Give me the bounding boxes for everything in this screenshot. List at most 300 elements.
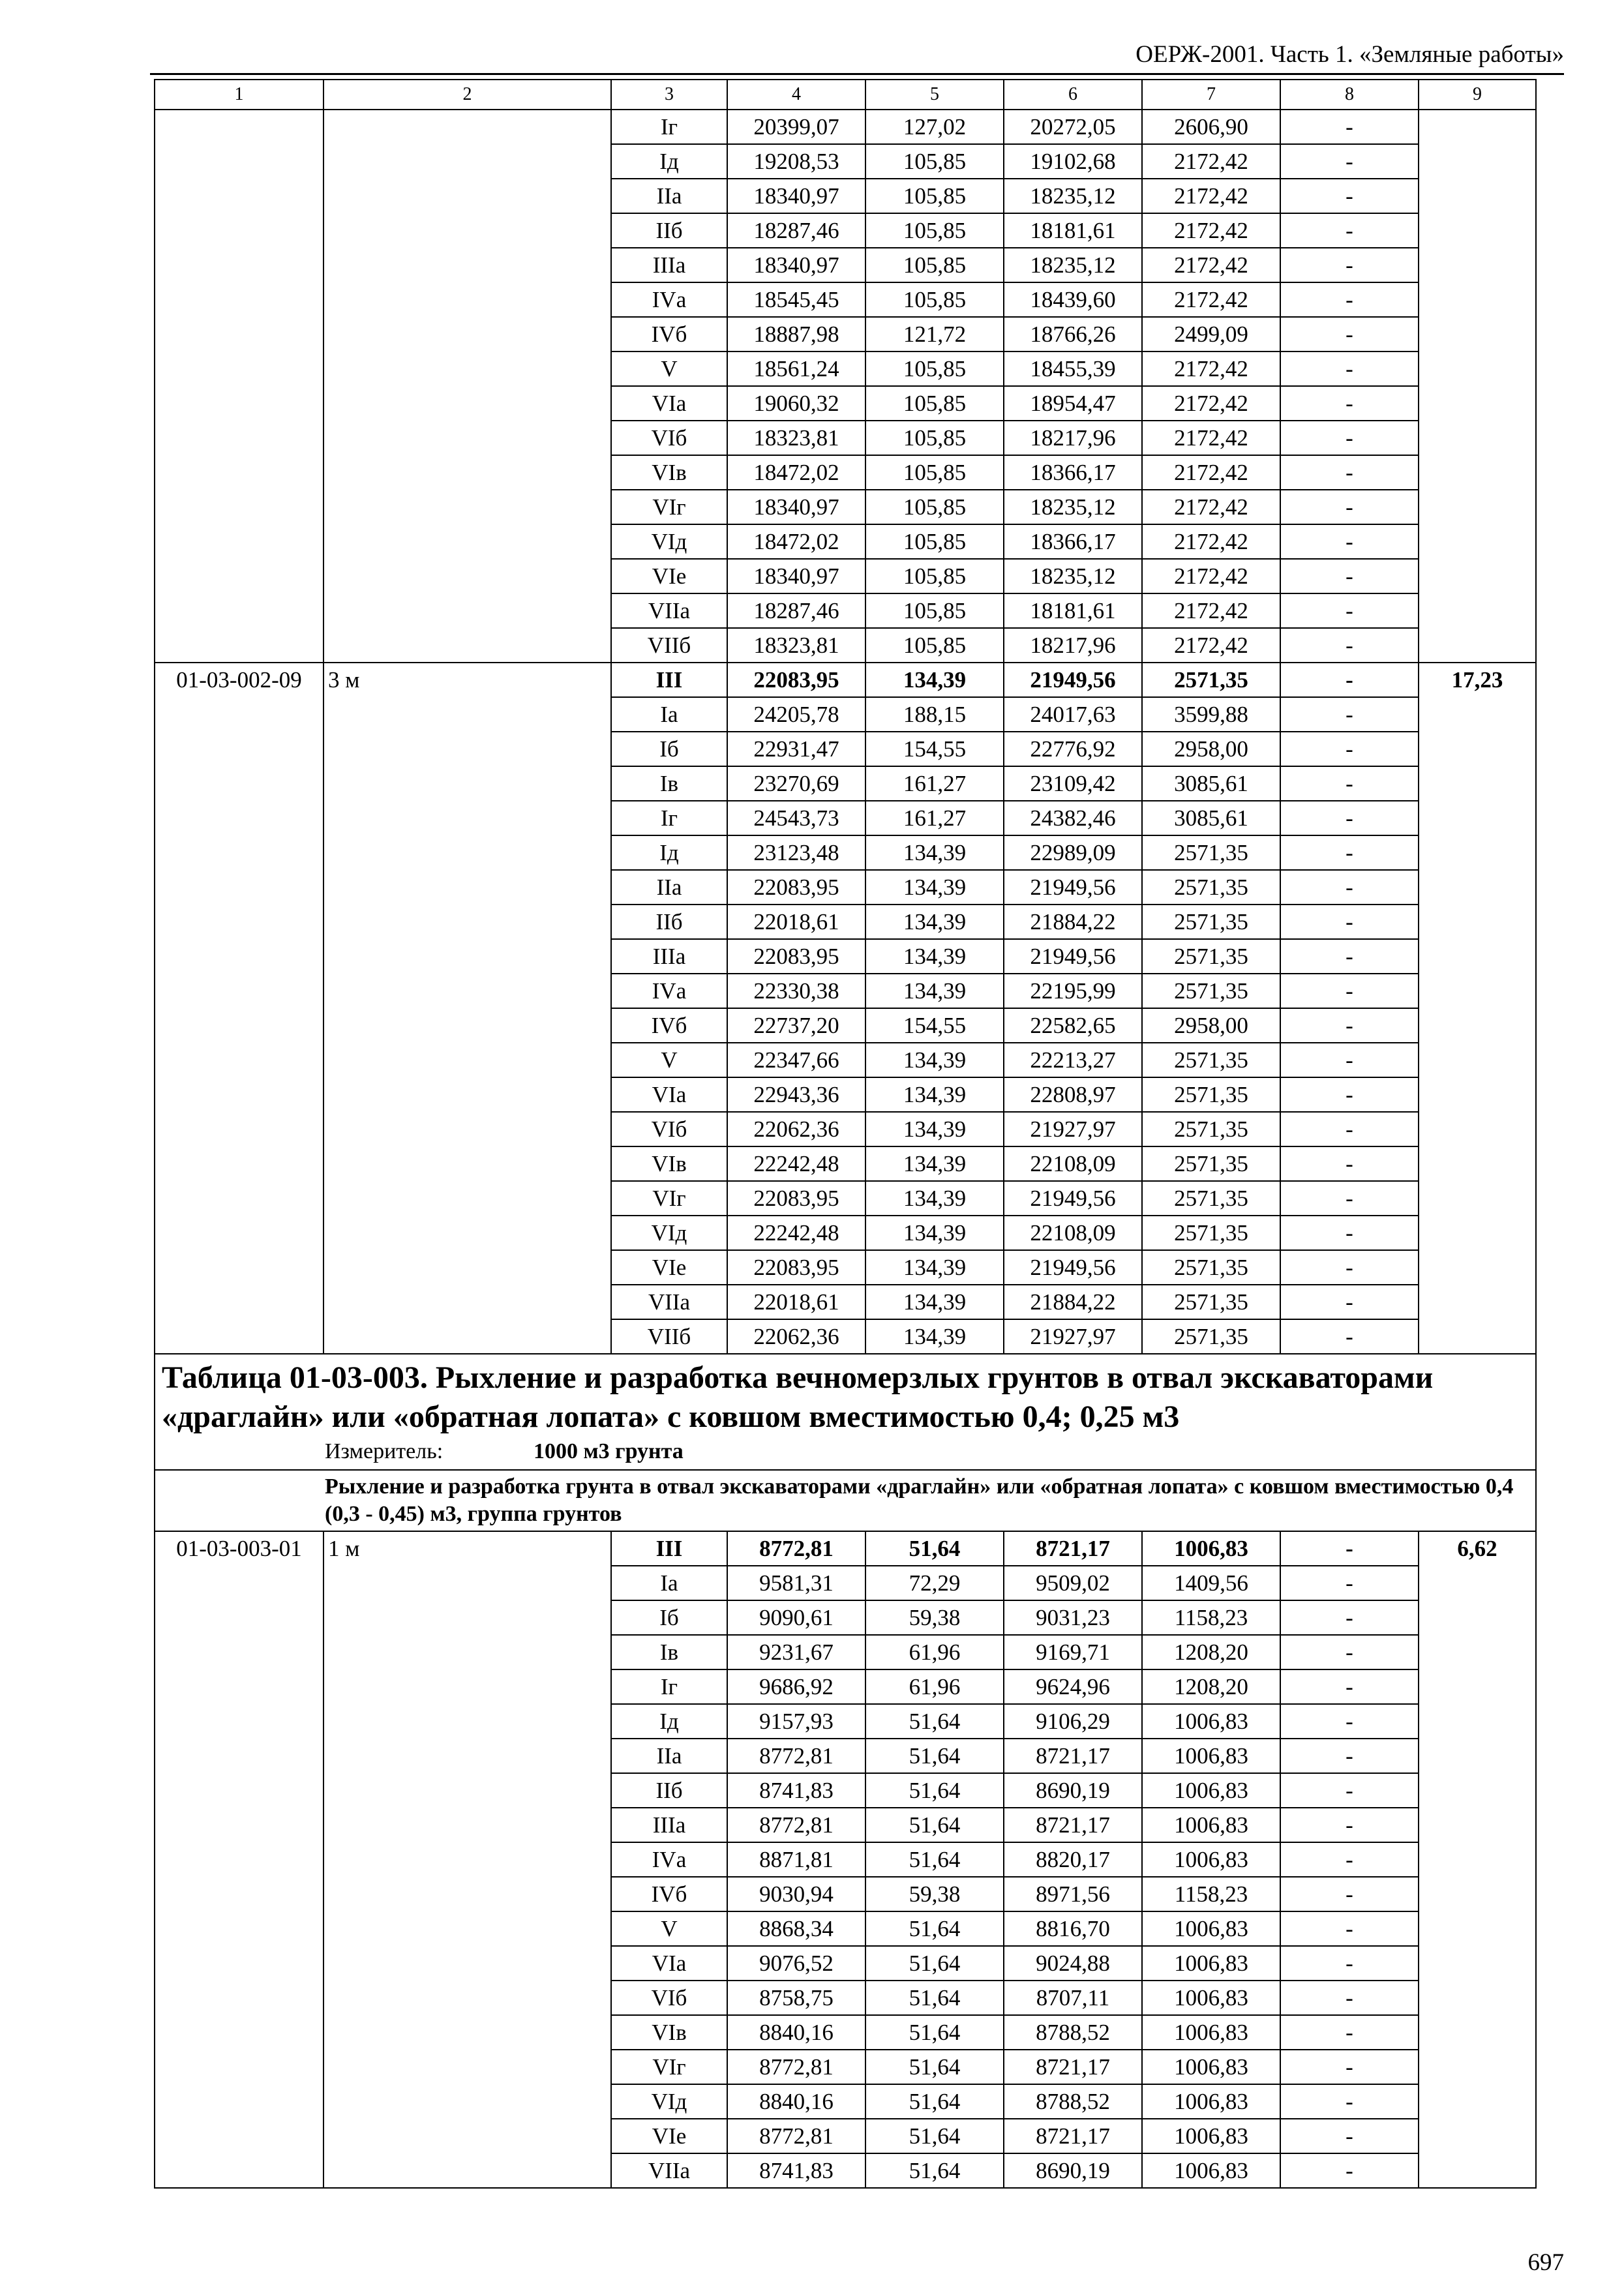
machine-cost-cell: 8690,19 [1004, 2153, 1142, 2188]
machine-cost-cell: 18217,96 [1004, 421, 1142, 455]
materials-cell: - [1280, 766, 1419, 801]
machine-cost-cell: 21949,56 [1004, 1250, 1142, 1285]
materials-cell: - [1280, 386, 1419, 421]
machine-cost-cell: 18366,17 [1004, 455, 1142, 490]
materials-cell: - [1280, 524, 1419, 559]
wages-cell: 134,39 [865, 870, 1004, 905]
soil-group-cell: Iб [611, 1600, 727, 1635]
wages-cell: 51,64 [865, 2050, 1004, 2084]
machinist-wages-cell: 2958,00 [1142, 732, 1280, 766]
total-cost-cell: 22943,36 [727, 1077, 865, 1112]
soil-group-cell: IIб [611, 905, 727, 939]
section-subtitle-row [155, 1470, 1536, 1531]
machinist-wages-cell: 1006,83 [1142, 1808, 1280, 1842]
total-cost-cell: 19208,53 [727, 144, 865, 179]
wages-cell: 134,39 [865, 1043, 1004, 1077]
materials-cell: - [1280, 317, 1419, 352]
machinist-wages-cell: 1006,83 [1142, 1911, 1280, 1946]
machine-cost-cell: 8721,17 [1004, 2119, 1142, 2153]
materials-cell: - [1280, 110, 1419, 144]
unit-measure-value: 1000 м3 грунта [534, 1439, 684, 1463]
wages-cell: 134,39 [865, 905, 1004, 939]
total-cost-cell: 8772,81 [727, 2119, 865, 2153]
machinist-wages-cell: 1006,83 [1142, 1773, 1280, 1808]
wages-cell: 72,29 [865, 1566, 1004, 1600]
rate-code-cell [155, 110, 323, 663]
soil-group-cell: VIIб [611, 1319, 727, 1354]
machinist-wages-cell: 1006,83 [1142, 2119, 1280, 2153]
labor-cost-cell: 6,62 [1419, 1531, 1536, 2188]
machine-cost-cell: 18439,60 [1004, 282, 1142, 317]
materials-cell: - [1280, 1773, 1419, 1808]
column-number: 7 [1142, 80, 1280, 110]
materials-cell: - [1280, 801, 1419, 835]
wages-cell: 105,85 [865, 490, 1004, 524]
machine-cost-cell: 18766,26 [1004, 317, 1142, 352]
machine-cost-cell: 21949,56 [1004, 1181, 1142, 1216]
soil-group-cell: VIб [611, 1112, 727, 1146]
machine-cost-cell: 22989,09 [1004, 835, 1142, 870]
soil-group-cell: IIб [611, 213, 727, 248]
total-cost-cell: 8772,81 [727, 1808, 865, 1842]
wages-cell: 134,39 [865, 939, 1004, 974]
machinist-wages-cell: 2172,42 [1142, 386, 1280, 421]
machine-cost-cell: 18954,47 [1004, 386, 1142, 421]
machine-cost-cell: 22582,65 [1004, 1008, 1142, 1043]
machinist-wages-cell: 1006,83 [1142, 1704, 1280, 1739]
materials-cell: - [1280, 421, 1419, 455]
wages-cell: 51,64 [865, 2119, 1004, 2153]
machinist-wages-cell: 1006,83 [1142, 2153, 1280, 2188]
total-cost-cell: 22242,48 [727, 1146, 865, 1181]
total-cost-cell: 18545,45 [727, 282, 865, 317]
table-title: Таблица 01-03-003. Рыхление и разработка вечномерзлых грунтов в отвал экскаваторами «драглайн» или «обратная лопата» с ковшом вместимостью 0,4; 0,25 м3 [162, 1360, 1434, 1434]
depth-cell: 1 м [323, 1531, 611, 2188]
rate-code-cell: 01-03-002-09 [155, 663, 323, 1354]
machine-cost-cell: 18217,96 [1004, 628, 1142, 663]
wages-cell: 51,64 [865, 1704, 1004, 1739]
machinist-wages-cell: 2571,35 [1142, 1146, 1280, 1181]
materials-cell: - [1280, 2153, 1419, 2188]
machinist-wages-cell: 2172,42 [1142, 490, 1280, 524]
soil-group-cell: Iб [611, 732, 727, 766]
materials-cell: - [1280, 1911, 1419, 1946]
machine-cost-cell: 9509,02 [1004, 1566, 1142, 1600]
total-cost-cell: 18887,98 [727, 317, 865, 352]
materials-cell: - [1280, 1077, 1419, 1112]
total-cost-cell: 8871,81 [727, 1842, 865, 1877]
total-cost-cell: 8840,16 [727, 2084, 865, 2119]
soil-group-cell: Iв [611, 1635, 727, 1669]
machinist-wages-cell: 2571,35 [1142, 1043, 1280, 1077]
table-row [155, 663, 1536, 697]
table-title-row [155, 1354, 1536, 1470]
machine-cost-cell: 21884,22 [1004, 1285, 1142, 1319]
total-cost-cell: 9030,94 [727, 1877, 865, 1911]
materials-cell: - [1280, 974, 1419, 1008]
materials-cell: - [1280, 490, 1419, 524]
wages-cell: 134,39 [865, 1319, 1004, 1354]
wages-cell: 51,64 [865, 2084, 1004, 2119]
column-number: 9 [1419, 80, 1536, 110]
materials-cell: - [1280, 1981, 1419, 2015]
materials-cell: - [1280, 1285, 1419, 1319]
column-number: 5 [865, 80, 1004, 110]
machine-cost-cell: 21949,56 [1004, 870, 1142, 905]
wages-cell: 188,15 [865, 697, 1004, 732]
machinist-wages-cell: 2172,42 [1142, 179, 1280, 213]
total-cost-cell: 22062,36 [727, 1112, 865, 1146]
materials-cell: - [1280, 905, 1419, 939]
wages-cell: 105,85 [865, 282, 1004, 317]
soil-group-cell: VIа [611, 1946, 727, 1981]
column-number: 1 [155, 80, 323, 110]
unit-measure-label: Измеритель: [325, 1439, 444, 1463]
machine-cost-cell: 24017,63 [1004, 697, 1142, 732]
machinist-wages-cell: 1006,83 [1142, 2084, 1280, 2119]
wages-cell: 105,85 [865, 524, 1004, 559]
machine-cost-cell: 20272,05 [1004, 110, 1142, 144]
total-cost-cell: 19060,32 [727, 386, 865, 421]
machinist-wages-cell: 2571,35 [1142, 974, 1280, 1008]
machine-cost-cell: 24382,46 [1004, 801, 1142, 835]
soil-group-cell: VIд [611, 1216, 727, 1250]
wages-cell: 134,39 [865, 974, 1004, 1008]
materials-cell: - [1280, 1008, 1419, 1043]
soil-group-cell: IVб [611, 1877, 727, 1911]
machine-cost-cell: 8721,17 [1004, 1808, 1142, 1842]
machinist-wages-cell: 2172,42 [1142, 144, 1280, 179]
machinist-wages-cell: 2571,35 [1142, 1250, 1280, 1285]
soil-group-cell: Iд [611, 144, 727, 179]
total-cost-cell: 9157,93 [727, 1704, 865, 1739]
materials-cell: - [1280, 282, 1419, 317]
materials-cell: - [1280, 1043, 1419, 1077]
column-number: 8 [1280, 80, 1419, 110]
machine-cost-cell: 21949,56 [1004, 939, 1142, 974]
wages-cell: 154,55 [865, 732, 1004, 766]
soil-group-cell: VIб [611, 1981, 727, 2015]
soil-group-cell: IIIа [611, 939, 727, 974]
materials-cell: - [1280, 1704, 1419, 1739]
total-cost-cell: 22242,48 [727, 1216, 865, 1250]
wages-cell: 134,39 [865, 1216, 1004, 1250]
machinist-wages-cell: 1006,83 [1142, 1531, 1280, 1566]
machine-cost-cell: 8721,17 [1004, 1531, 1142, 1566]
total-cost-cell: 20399,07 [727, 110, 865, 144]
machinist-wages-cell: 1158,23 [1142, 1600, 1280, 1635]
total-cost-cell: 8772,81 [727, 2050, 865, 2084]
soil-group-cell: VIIа [611, 593, 727, 628]
soil-group-cell: V [611, 1043, 727, 1077]
machinist-wages-cell: 1006,83 [1142, 1946, 1280, 1981]
machinist-wages-cell: 2571,35 [1142, 663, 1280, 697]
soil-group-cell: IVб [611, 317, 727, 352]
soil-group-cell: VIе [611, 559, 727, 593]
machinist-wages-cell: 1208,20 [1142, 1669, 1280, 1704]
machinist-wages-cell: 2571,35 [1142, 870, 1280, 905]
total-cost-cell: 22018,61 [727, 905, 865, 939]
machinist-wages-cell: 2606,90 [1142, 110, 1280, 144]
wages-cell: 51,64 [865, 1808, 1004, 1842]
soil-group-cell: VIг [611, 490, 727, 524]
materials-cell: - [1280, 835, 1419, 870]
soil-group-cell: VIг [611, 1181, 727, 1216]
wages-cell: 105,85 [865, 455, 1004, 490]
machinist-wages-cell: 2958,00 [1142, 1008, 1280, 1043]
wages-cell: 134,39 [865, 835, 1004, 870]
materials-cell: - [1280, 1842, 1419, 1877]
rates-table [154, 79, 1537, 2189]
machinist-wages-cell: 2571,35 [1142, 905, 1280, 939]
machine-cost-cell: 8971,56 [1004, 1877, 1142, 1911]
wages-cell: 51,64 [865, 1946, 1004, 1981]
materials-cell: - [1280, 248, 1419, 282]
materials-cell: - [1280, 179, 1419, 213]
machinist-wages-cell: 1006,83 [1142, 1842, 1280, 1877]
materials-cell: - [1280, 1181, 1419, 1216]
machine-cost-cell: 8721,17 [1004, 2050, 1142, 2084]
machine-cost-cell: 22213,27 [1004, 1043, 1142, 1077]
page-number: 697 [1527, 2249, 1564, 2276]
wages-cell: 161,27 [865, 766, 1004, 801]
machinist-wages-cell: 2571,35 [1142, 1077, 1280, 1112]
soil-group-cell: Iд [611, 1704, 727, 1739]
machine-cost-cell: 8788,52 [1004, 2084, 1142, 2119]
materials-cell: - [1280, 1739, 1419, 1773]
materials-cell: - [1280, 1531, 1419, 1566]
soil-group-cell: IIIа [611, 1808, 727, 1842]
machinist-wages-cell: 2172,42 [1142, 282, 1280, 317]
wages-cell: 61,96 [865, 1635, 1004, 1669]
soil-group-cell: IIIа [611, 248, 727, 282]
wages-cell: 134,39 [865, 1250, 1004, 1285]
soil-group-cell: Iа [611, 697, 727, 732]
wages-cell: 134,39 [865, 1112, 1004, 1146]
machine-cost-cell: 21927,97 [1004, 1319, 1142, 1354]
soil-group-cell: VIе [611, 1250, 727, 1285]
machine-cost-cell: 21884,22 [1004, 905, 1142, 939]
machine-cost-cell: 22108,09 [1004, 1216, 1142, 1250]
soil-group-cell: VIIб [611, 628, 727, 663]
total-cost-cell: 8772,81 [727, 1531, 865, 1566]
machinist-wages-cell: 1208,20 [1142, 1635, 1280, 1669]
soil-group-cell: VIв [611, 455, 727, 490]
soil-group-cell: IVа [611, 282, 727, 317]
section-subtitle: Рыхление и разработка грунта в отвал экскаваторами «драглайн» или «обратная лопата» с ковшом вместимостью 0,4 (0,3 - 0,45) м3, группа грунтов [155, 1470, 1536, 1531]
total-cost-cell: 9581,31 [727, 1566, 865, 1600]
soil-group-cell: Iг [611, 110, 727, 144]
total-cost-cell: 22083,95 [727, 939, 865, 974]
total-cost-cell: 8840,16 [727, 2015, 865, 2050]
materials-cell: - [1280, 1669, 1419, 1704]
header-rule [150, 73, 1564, 75]
materials-cell: - [1280, 1112, 1419, 1146]
machinist-wages-cell: 2499,09 [1142, 317, 1280, 352]
machine-cost-cell: 18235,12 [1004, 248, 1142, 282]
total-cost-cell: 18287,46 [727, 213, 865, 248]
machinist-wages-cell: 2571,35 [1142, 939, 1280, 974]
machinist-wages-cell: 1006,83 [1142, 2050, 1280, 2084]
soil-group-cell: III [611, 1531, 727, 1566]
wages-cell: 105,85 [865, 213, 1004, 248]
machinist-wages-cell: 2172,42 [1142, 248, 1280, 282]
column-number: 6 [1004, 80, 1142, 110]
materials-cell: - [1280, 697, 1419, 732]
materials-cell: - [1280, 2050, 1419, 2084]
materials-cell: - [1280, 1566, 1419, 1600]
machinist-wages-cell: 2571,35 [1142, 1319, 1280, 1354]
soil-group-cell: Iа [611, 1566, 727, 1600]
machine-cost-cell: 22108,09 [1004, 1146, 1142, 1181]
table-row [155, 1531, 1536, 1566]
machinist-wages-cell: 2571,35 [1142, 1112, 1280, 1146]
wages-cell: 51,64 [865, 1739, 1004, 1773]
wages-cell: 105,85 [865, 248, 1004, 282]
machinist-wages-cell: 1006,83 [1142, 2015, 1280, 2050]
machine-cost-cell: 18181,61 [1004, 213, 1142, 248]
wages-cell: 105,85 [865, 386, 1004, 421]
machine-cost-cell: 19102,68 [1004, 144, 1142, 179]
total-cost-cell: 22737,20 [727, 1008, 865, 1043]
machine-cost-cell: 8816,70 [1004, 1911, 1142, 1946]
soil-group-cell: IVа [611, 1842, 727, 1877]
wages-cell: 51,64 [865, 1842, 1004, 1877]
total-cost-cell: 9090,61 [727, 1600, 865, 1635]
table-row [155, 110, 1536, 144]
soil-group-cell: Iг [611, 1669, 727, 1704]
machinist-wages-cell: 2571,35 [1142, 835, 1280, 870]
machine-cost-cell: 18181,61 [1004, 593, 1142, 628]
materials-cell: - [1280, 2119, 1419, 2153]
machinist-wages-cell: 3085,61 [1142, 766, 1280, 801]
soil-group-cell: VIг [611, 2050, 727, 2084]
wages-cell: 105,85 [865, 421, 1004, 455]
machine-cost-cell: 23109,42 [1004, 766, 1142, 801]
total-cost-cell: 18340,97 [727, 179, 865, 213]
machine-cost-cell: 18235,12 [1004, 559, 1142, 593]
materials-cell: - [1280, 455, 1419, 490]
machine-cost-cell: 21927,97 [1004, 1112, 1142, 1146]
wages-cell: 51,64 [865, 2153, 1004, 2188]
total-cost-cell: 22083,95 [727, 1181, 865, 1216]
wages-cell: 105,85 [865, 628, 1004, 663]
soil-group-cell: III [611, 663, 727, 697]
machine-cost-cell: 18235,12 [1004, 179, 1142, 213]
soil-group-cell: IIб [611, 1773, 727, 1808]
total-cost-cell: 22083,95 [727, 870, 865, 905]
wages-cell: 134,39 [865, 1077, 1004, 1112]
materials-cell: - [1280, 213, 1419, 248]
column-number: 4 [727, 80, 865, 110]
total-cost-cell: 23123,48 [727, 835, 865, 870]
wages-cell: 127,02 [865, 110, 1004, 144]
machinist-wages-cell: 2172,42 [1142, 593, 1280, 628]
soil-group-cell: IIа [611, 870, 727, 905]
wages-cell: 121,72 [865, 317, 1004, 352]
materials-cell: - [1280, 870, 1419, 905]
materials-cell: - [1280, 1250, 1419, 1285]
total-cost-cell: 22083,95 [727, 663, 865, 697]
wages-cell: 105,85 [865, 352, 1004, 386]
materials-cell: - [1280, 2015, 1419, 2050]
machine-cost-cell: 9106,29 [1004, 1704, 1142, 1739]
wages-cell: 51,64 [865, 1981, 1004, 2015]
total-cost-cell: 18340,97 [727, 490, 865, 524]
total-cost-cell: 18323,81 [727, 421, 865, 455]
soil-group-cell: VIд [611, 2084, 727, 2119]
page-header: ОЕРЖ-2001. Часть 1. «Земляные работы» [1135, 41, 1564, 68]
total-cost-cell: 18561,24 [727, 352, 865, 386]
wages-cell: 105,85 [865, 179, 1004, 213]
machine-cost-cell: 8707,11 [1004, 1981, 1142, 2015]
column-number: 3 [611, 80, 727, 110]
total-cost-cell: 22347,66 [727, 1043, 865, 1077]
machine-cost-cell: 8690,19 [1004, 1773, 1142, 1808]
machinist-wages-cell: 2172,42 [1142, 628, 1280, 663]
wages-cell: 61,96 [865, 1669, 1004, 1704]
soil-group-cell: Iд [611, 835, 727, 870]
total-cost-cell: 22062,36 [727, 1319, 865, 1354]
total-cost-cell: 8772,81 [727, 1739, 865, 1773]
machine-cost-cell: 22776,92 [1004, 732, 1142, 766]
materials-cell: - [1280, 1216, 1419, 1250]
total-cost-cell: 18472,02 [727, 455, 865, 490]
machinist-wages-cell: 2172,42 [1142, 524, 1280, 559]
soil-group-cell: Iв [611, 766, 727, 801]
total-cost-cell: 22018,61 [727, 1285, 865, 1319]
machine-cost-cell: 22808,97 [1004, 1077, 1142, 1112]
total-cost-cell: 8868,34 [727, 1911, 865, 1946]
materials-cell: - [1280, 732, 1419, 766]
wages-cell: 105,85 [865, 144, 1004, 179]
machine-cost-cell: 9169,71 [1004, 1635, 1142, 1669]
machinist-wages-cell: 2172,42 [1142, 213, 1280, 248]
unit-measure-line [162, 1437, 1529, 1467]
total-cost-cell: 24543,73 [727, 801, 865, 835]
machinist-wages-cell: 1158,23 [1142, 1877, 1280, 1911]
soil-group-cell: V [611, 1911, 727, 1946]
machinist-wages-cell: 3599,88 [1142, 697, 1280, 732]
materials-cell: - [1280, 593, 1419, 628]
soil-group-cell: IIа [611, 179, 727, 213]
machine-cost-cell: 8820,17 [1004, 1842, 1142, 1877]
soil-group-cell: VIа [611, 1077, 727, 1112]
wages-cell: 105,85 [865, 593, 1004, 628]
soil-group-cell: Iг [611, 801, 727, 835]
total-cost-cell: 22330,38 [727, 974, 865, 1008]
soil-group-cell: VIIа [611, 2153, 727, 2188]
labor-cost-cell: 17,23 [1419, 663, 1536, 1354]
total-cost-cell: 18340,97 [727, 559, 865, 593]
materials-cell: - [1280, 1946, 1419, 1981]
machine-cost-cell: 18235,12 [1004, 490, 1142, 524]
total-cost-cell: 9231,67 [727, 1635, 865, 1669]
soil-group-cell: VIIа [611, 1285, 727, 1319]
machine-cost-cell: 18455,39 [1004, 352, 1142, 386]
total-cost-cell: 18472,02 [727, 524, 865, 559]
materials-cell: - [1280, 628, 1419, 663]
materials-cell: - [1280, 1877, 1419, 1911]
wages-cell: 134,39 [865, 1181, 1004, 1216]
wages-cell: 59,38 [865, 1877, 1004, 1911]
wages-cell: 59,38 [865, 1600, 1004, 1635]
materials-cell: - [1280, 1635, 1419, 1669]
depth-cell: 3 м [323, 663, 611, 1354]
materials-cell: - [1280, 1146, 1419, 1181]
wages-cell: 51,64 [865, 1773, 1004, 1808]
total-cost-cell: 8741,83 [727, 2153, 865, 2188]
